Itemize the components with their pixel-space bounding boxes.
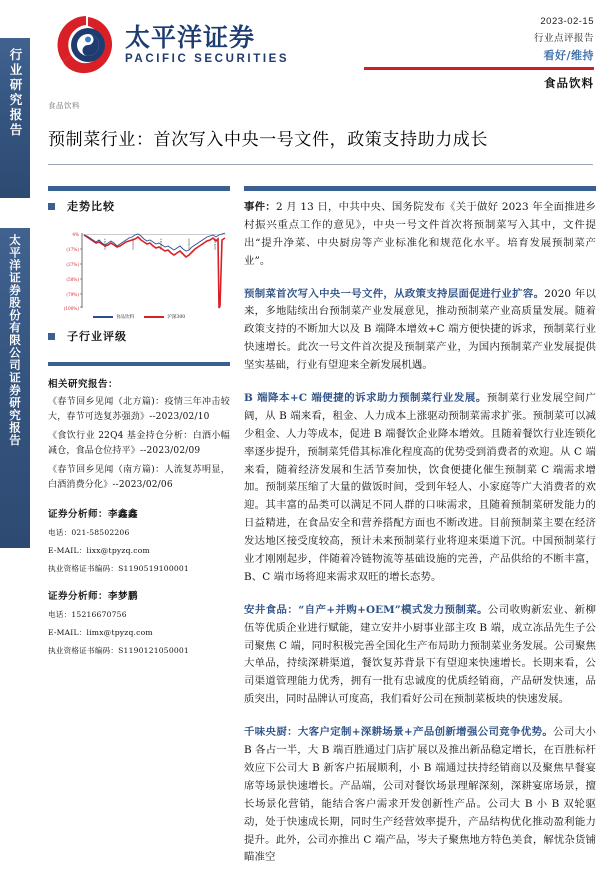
trend-comparison-chart [48, 220, 230, 312]
paragraph-event [244, 199, 596, 271]
svg-text:(79%): (79%) [66, 292, 79, 297]
legend-label-0: 食品饮料 [115, 315, 135, 320]
header-meta [364, 16, 594, 91]
sidebar-band-report-type [0, 38, 30, 198]
legend-swatch-food-beverage [93, 316, 113, 318]
legend-swatch-csi300 [144, 316, 164, 319]
right-column [244, 186, 596, 878]
title-divider [48, 164, 593, 165]
header-red-rule [364, 67, 594, 70]
related-reports-title: 相关研究报告： [48, 379, 119, 390]
pacific-securities-logo-icon [55, 14, 117, 76]
legend-item-1 [144, 314, 185, 320]
legend-item-0 [93, 314, 134, 320]
paragraph-lead: 预制菜首次写入中央一号文件，从政策支持层面促进行业扩容。 [244, 287, 545, 300]
analyst-license: 执业资格证书编码：S1190121050001 [48, 646, 189, 656]
report-date: 2023-02-15 [540, 16, 594, 27]
svg-text:22/12/6: 22/12/6 [213, 238, 217, 250]
content-top-bar [244, 186, 596, 191]
analyst-block-1 [48, 588, 230, 656]
sidebar-top-label: 行业研究报告 [8, 48, 23, 138]
paragraph-qianwei-kitchen [244, 724, 596, 867]
analyst-name: 证券分析师：李梦鹏 [48, 591, 139, 603]
related-reports [48, 362, 230, 492]
brand-name-cn: 太平洋证券 [125, 22, 256, 52]
left-column [48, 186, 230, 656]
paragraph-body: 公司收购新宏业、新柳伍等优质企业进行赋能，建立安井小厨事业部主攻 B 端，成立冻品先生子公司聚焦 C 端，同时积极完善全国化生产布局助力预制菜业务发展。公司聚焦大单品，持续深耕渠道，餐饮复苏背景下有望迎来快速增长。长期来看，公司渠道管理能力优秀，拥有一批有忠诚度的优质经销商，产品研发快速，品质突出，同时品牌认可度高，我们看好公司在预制菜板块的快速发展。 [244, 603, 596, 706]
left-sidebar [0, 0, 30, 792]
section-header-sub-industry-rating [48, 328, 230, 344]
title-kicker: 食品饮料 [48, 101, 80, 110]
svg-text:22/7/12: 22/7/12 [159, 238, 163, 250]
analyst-name: 证券分析师：李鑫鑫 [48, 509, 139, 521]
square-bullet-icon [48, 333, 55, 340]
svg-text:4%: 4% [72, 232, 79, 237]
paragraph-body: 公司大小 B 各占一半，大 B 端百胜通过门店扩展以及推出新品稳定增长，在百胜标杆效应下公司大 B 新客户拓展顺利，小 B 端通过扶持经销商以及聚焦早餐宴席等场景快速增长。产品端，公司对餐饮场景理解深刻，深耕宴席场景，擅长场景化营销，能结合客户需求开发创新性产品。公司大 B 小 B 双轮驱动，处于快速成长期，同时生产经营效率提升，产品结构优化推动盈利能力提升。此外，公司亦推出 C 端产品，岑夫子聚焦地方特色美食，解忧杂货铺瞄准空 [244, 726, 596, 864]
analyst-email[interactable]: E-MAIL：lixx@tpyzq.com [48, 546, 150, 556]
brand-name-en: PACIFIC SECURITIES [125, 53, 290, 66]
industry-label: 食品饮料 [544, 76, 594, 90]
paragraph-body: 2 月 13 日，中共中央、国务院发布《关于做好 2023 年全面推进乡村振兴重点工作的意见》，中央一号文件首次将预制菜写入其中，文件提出“提升净菜、中央厨房等产业标准化和规范化水平。培育发展预制菜产业”。 [244, 201, 596, 267]
sidebar-bottom-label: 太平洋证券股份有限公司证券研究报告 [8, 234, 22, 447]
paragraph-lead: B 端降本+C 端便捷的诉求助力预制菜行业发展。 [244, 392, 487, 405]
section-title-sub-industry-rating: 子行业评级 [67, 330, 127, 343]
page-title: 预制菜行业：首次写入中央一号文件，政策支持助力成长 [48, 130, 488, 150]
analyst-block-0 [48, 506, 230, 574]
related-reports-bar [48, 362, 230, 366]
analyst-license: 执业资格证书编码：S1190519100001 [48, 564, 189, 574]
paragraph-lead: 事件： [244, 201, 276, 213]
related-report-item[interactable]: 《春节回乡见闻（南方篇)：人流复苏明显，白酒消费分化》--2023/02/06 [48, 465, 230, 490]
svg-text:(17%): (17%) [66, 247, 79, 252]
paragraph-body: 预制菜行业发展空间广阔，从 B 端来看，租金、人力成本上涨驱动预制菜需求扩张。预制菜可以减少租金、人力等成本，促进 B 端餐饮企业降本增效。且随着餐饮行业连锁化率逐步提升，预制菜凭借其标准化程度高的优势受到消费者的欢迎。从 C 端来看，随着经济发展和生活节奏加快，饮食便捷化催生预制菜 C 端需求增加。预制菜压缩了大量的做饭时间，受到年轻人、小家庭等广大消费者的欢迎。其丰富的品类可以满足不同人群的口味需求，且随着预制菜研发能力的日益精进，在食品安全和营养搭配方面也不断改进。目前预制菜主要在经济发达地区接受度较高，预计未来预制菜行业将迎来渠道下沉。中国预制菜行业才刚刚起步，伴随着冷链物流等基础设施的完善，产品供给的不断丰富，B、C 端市场将迎来需求双旺的增长态势。 [244, 392, 596, 583]
section-header-trend [48, 198, 230, 214]
paragraph-lead: 安井食品：“自产+并购+OEM”模式发力预制菜。 [244, 603, 488, 616]
rating-badge: 看好/维持 [543, 49, 594, 62]
sidebar-band-company [0, 228, 30, 548]
paragraph-anjoy-foods [244, 602, 596, 709]
paragraph-lead: 千味央厨：大客户定制+深耕场景+产品创新增强公司竞争优势。 [244, 726, 554, 739]
svg-text:22/9/23: 22/9/23 [187, 238, 191, 250]
paragraph-bc-demand [244, 390, 596, 587]
related-report-item[interactable]: 《春节回乡见闻（北方篇)：疫情三年冲击较大，春节可选复苏强劲》--2023/02/10 [48, 397, 230, 422]
svg-text:22/4/28: 22/4/28 [131, 238, 135, 250]
svg-text:(100%): (100%) [63, 306, 79, 311]
title-block [48, 100, 593, 165]
related-report-item[interactable]: 《食饮行业 22Q4 基金持仓分析：白酒小幅减仓，食品仓位持平》--2023/02/09 [48, 431, 230, 456]
section-title-trend: 走势比较 [67, 200, 115, 213]
svg-text:(37%): (37%) [66, 262, 79, 267]
document-header [30, 0, 612, 100]
paragraph-policy [244, 286, 596, 375]
analyst-phone: 电话：021-58502206 [48, 528, 130, 538]
svg-text:(58%): (58%) [66, 277, 79, 282]
chart-legend [48, 314, 230, 320]
report-type: 行业点评报告 [533, 33, 594, 44]
svg-text:22/2/15: 22/2/15 [103, 238, 107, 250]
analyst-email[interactable]: E-MAIL：limx@tpyzq.com [48, 628, 153, 638]
legend-label-1: 沪深300 [167, 315, 186, 320]
section-bar-trend [48, 186, 230, 191]
brand-logo [55, 14, 289, 76]
square-bullet-icon [48, 203, 55, 210]
brand-wordmark [125, 22, 290, 66]
paragraph-body: 2020 年以来，多地陆续出台预制菜产业发展意见，推动预制菜产业高质量发展。随着政策支持的不断加大以及 B 端降本增效+C 端方便快捷的诉求，预制菜行业快速增长。此次一号文件首次提及预制菜产业，为国内预制菜产业发展提供坚实基础，行业有望迎来全新发展机遇。 [244, 287, 596, 372]
analyst-phone: 电话：15216670756 [48, 610, 127, 620]
